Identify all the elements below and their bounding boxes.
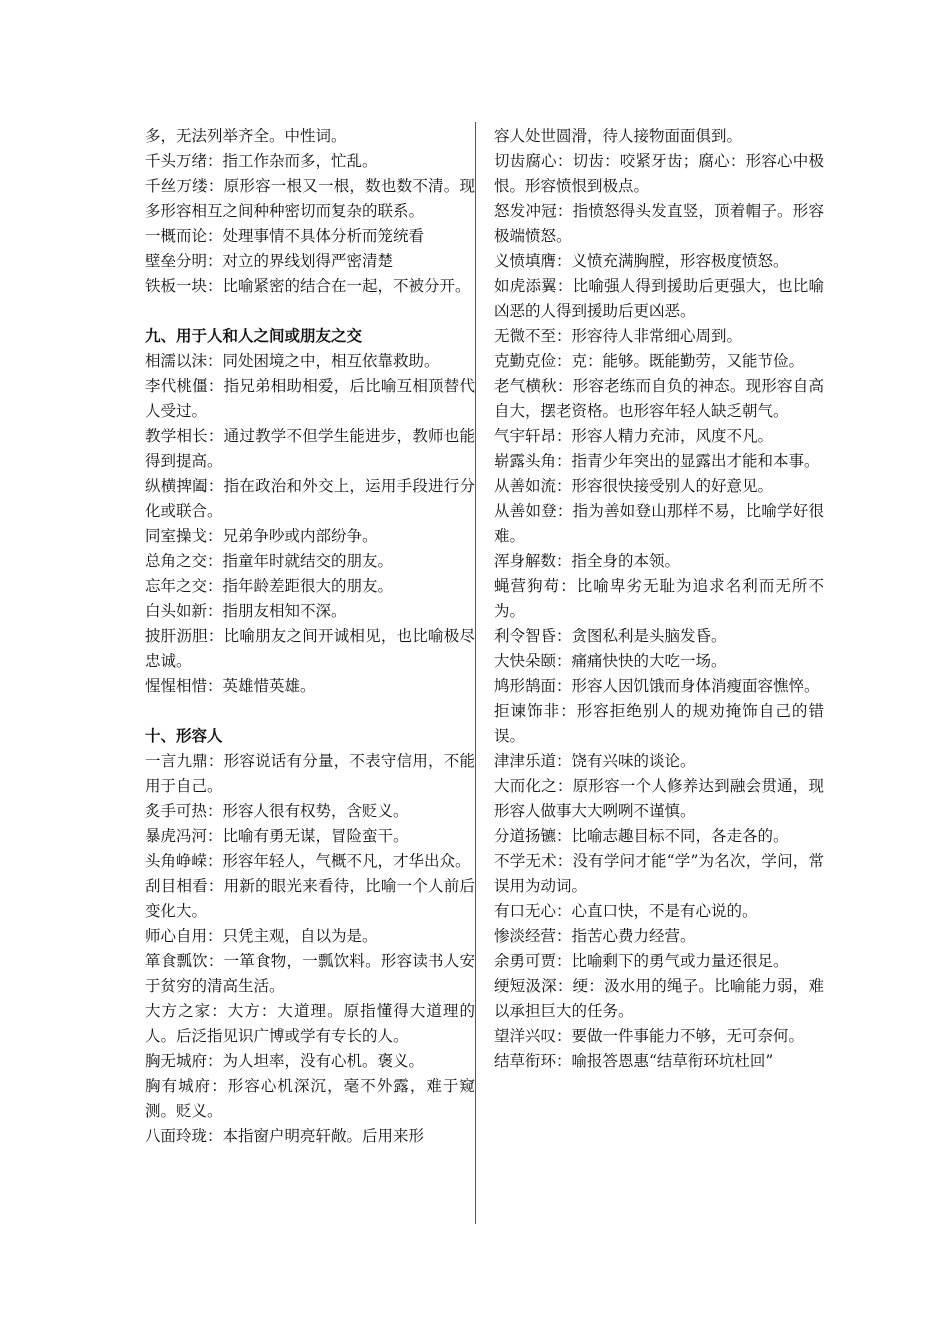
- idiom-entry: 披肝沥胆：比喻朋友之间开诚相见，也比喻极尽忠诚。: [145, 627, 475, 670]
- idiom-entry: 大方之家：大方：大道理。原指懂得大道理的人。后泛指见识广博或学有专长的人。: [145, 1002, 475, 1045]
- idiom-entry: 胸无城府：为人坦率，没有心机。褒义。: [145, 1052, 425, 1070]
- idiom-entry: 李代桃僵：指兄弟相助相爱，后比喻互相顶替代人受过。: [145, 377, 475, 420]
- idiom-entry: 气宇轩昂：形容人精力充沛，风度不凡。: [494, 427, 774, 445]
- section-heading-10: 十、形容人: [145, 727, 223, 745]
- idiom-entry: 义愤填膺：义愤充满胸膛，形容极度愤怒。: [494, 252, 789, 270]
- idiom-entry: 白头如新：指朋友相知不深。: [145, 602, 347, 620]
- section-heading-9: 九、用于人和人之间或朋友之交: [145, 327, 363, 345]
- idiom-entry: 不学无术：没有学问才能“学”为名次，学问，常误用为动词。: [494, 852, 824, 895]
- idiom-entry: 总角之交：指童年时就结交的朋友。: [145, 552, 394, 570]
- idiom-entry: 一言九鼎：形容说话有分量，不表守信用，不能用于自己。: [145, 752, 475, 795]
- idiom-entry: 忘年之交：指年龄差距很大的朋友。: [145, 577, 394, 595]
- idiom-entry: 分道扬镳：比喻志趣目标不同，各走各的。: [494, 827, 789, 845]
- idiom-entry: 大而化之：原形容一个人修养达到融会贯通，现形容人做事大大咧咧不谨慎。: [494, 777, 824, 820]
- idiom-entry: 胸有城府：形容心机深沉，毫不外露，难于窥测。贬义。: [145, 1077, 475, 1120]
- idiom-entry: 千头万绪：指工作杂而多，忙乱。: [145, 152, 378, 170]
- idiom-entry: 纵横捭阖：指在政治和外交上，运用手段进行分化或联合。: [145, 477, 475, 520]
- idiom-entry: 铁板一块：比喻紧密的结合在一起，不被分开。: [145, 277, 471, 295]
- idiom-entry: 望洋兴叹：要做一件事能力不够，无可奈何。: [494, 1027, 805, 1045]
- idiom-entry: 无微不至：形容待人非常细心周到。: [494, 327, 743, 345]
- section-gap: [145, 699, 475, 724]
- idiom-entry: 千丝万缕：原形容一根又一根，数也数不清。现多形容相互之间种种密切而复杂的联系。: [145, 177, 475, 220]
- idiom-entry: 拒谏饰非：形容拒绝别人的规劝掩饰自己的错误。: [494, 702, 824, 745]
- idiom-entry: 蝇营狗苟：比喻卑劣无耻为追求名利而无所不为。: [494, 577, 824, 620]
- idiom-entry: 克勤克俭：克：能够。既能勤劳，又能节俭。: [494, 352, 805, 370]
- idiom-entry: 惺惺相惜：英雄惜英雄。: [145, 677, 316, 695]
- idiom-entry: 惨淡经营：指苦心费力经营。: [494, 927, 696, 945]
- idiom-entry: 八面玲珑：本指窗户明亮轩敞。后用来形: [145, 1127, 425, 1145]
- idiom-entry: 浑身解数：指全身的本领。: [494, 552, 681, 570]
- right-column: [494, 124, 824, 1074]
- idiom-entry: 箪食瓢饮：一箪食物，一瓢饮料。形容读书人安于贫穷的清高生活。: [145, 952, 475, 995]
- idiom-entry: 大快朵颐：痛痛快快的大吃一场。: [494, 652, 727, 670]
- idiom-entry: 壁垒分明：对立的界线划得严密清楚: [145, 252, 394, 270]
- idiom-entry: 一概而论：处理事情不具体分析而笼统看: [145, 227, 425, 245]
- column-divider: [475, 122, 476, 1224]
- idiom-entry: 如虎添翼：比喻强人得到援助后更强大，也比喻凶恶的人得到援助后更凶恶。: [494, 277, 824, 320]
- idiom-entry: 教学相长：通过教学不但学生能进步，教师也能得到提高。: [145, 427, 475, 470]
- idiom-entry: 同室操戈：兄弟争吵或内部纷争。: [145, 527, 378, 545]
- text-line: 容人处世圆滑，待人接物面面俱到。: [494, 127, 743, 145]
- idiom-entry: 头角峥嵘：形容年轻人，气概不凡，才华出众。: [145, 852, 471, 870]
- idiom-entry: 结草衔环：喻报答恩惠“结草衔环坑杜回”: [494, 1052, 774, 1070]
- idiom-entry: 津津乐道：饶有兴味的谈论。: [494, 752, 696, 770]
- idiom-entry: 有口无心：心直口快，不是有心说的。: [494, 902, 758, 920]
- idiom-entry: 刮目相看：用新的眼光来看待，比喻一个人前后变化大。: [145, 877, 475, 920]
- idiom-entry: 崭露头角：指青少年突出的显露出才能和本事。: [494, 452, 820, 470]
- idiom-entry: 从善如流：形容很快接受别人的好意见。: [494, 477, 774, 495]
- idiom-entry: 鸠形鹄面：形容人因饥饿而身体消瘦面容憔悴。: [494, 677, 820, 695]
- idiom-entry: 余勇可贾：比喻剩下的勇气或力量还很足。: [494, 952, 789, 970]
- left-column: [145, 124, 475, 1149]
- section-gap: [145, 299, 475, 324]
- idiom-entry: 相濡以沫：同处困境之中，相互依靠救助。: [145, 352, 440, 370]
- idiom-entry: 暴虎冯河：比喻有勇无谋，冒险蛮干。: [145, 827, 409, 845]
- idiom-entry: 绠短汲深：绠：汲水用的绳子。比喻能力弱，难以承担巨大的任务。: [494, 977, 824, 1020]
- text-line: 多，无法列举齐全。中性词。: [145, 127, 347, 145]
- idiom-entry: 怒发冲冠：指愤怒得头发直竖，顶着帽子。形容极端愤怒。: [494, 202, 824, 245]
- idiom-entry: 从善如登：指为善如登山那样不易，比喻学好很难。: [494, 502, 824, 545]
- idiom-entry: 切齿腐心：切齿：咬紧牙齿；腐心：形容心中极恨。形容愤恨到极点。: [494, 152, 824, 195]
- idiom-entry: 师心自用：只凭主观，自以为是。: [145, 927, 378, 945]
- idiom-entry: 老气横秋：形容老练而自负的神态。现形容自高自大，摆老资格。也形容年轻人缺乏朝气。: [494, 377, 824, 420]
- idiom-entry: 炙手可热：形容人很有权势，含贬义。: [145, 802, 409, 820]
- idiom-entry: 利令智昏：贪图私利是头脑发昏。: [494, 627, 727, 645]
